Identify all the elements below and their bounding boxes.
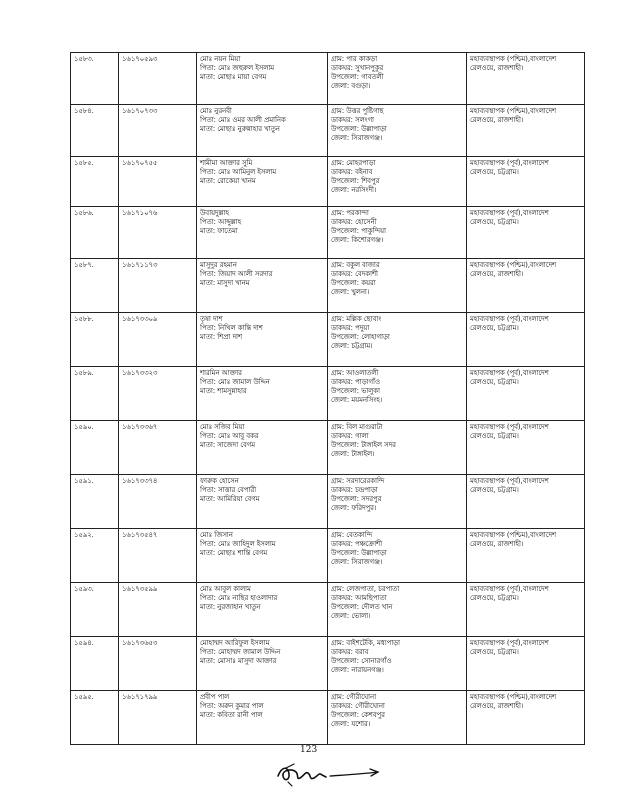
address-line: উপজেলা: উল্লাপাড়া — [331, 549, 387, 557]
address-line: গ্রাম: উত্তর পুষ্টিগাছ — [331, 107, 384, 115]
mother-name: মাতা: আমিরিয়া বেগম — [200, 495, 260, 503]
candidate-name: মোহাম্মদ আরিফুল ইসলাম — [200, 639, 270, 647]
address-line: জেলা: টাঙ্গাইল। — [331, 450, 375, 458]
posting-cell — [467, 157, 585, 207]
roll-cell: ১৬১৭৩৩৬৭ — [119, 421, 197, 475]
table-row — [71, 421, 585, 475]
address-line: ডাকঘর: পাড়াগাঁও — [331, 378, 380, 386]
name-cell — [197, 207, 328, 259]
candidate-name: মোঃ নয়ন মিয়া — [200, 55, 241, 63]
address-line: উপজেলা: লোহাগাড়া — [331, 333, 390, 341]
address-cell — [328, 367, 467, 421]
address-line: ডাকঘর: বরাব — [331, 648, 369, 656]
mother-name: মাতা: রোকেয়া খানম — [200, 177, 256, 185]
name-cell — [197, 157, 328, 207]
table-row — [71, 367, 585, 421]
name-cell — [197, 583, 328, 637]
posting-cell — [467, 259, 585, 313]
address-line: ডাকঘর: আমছিপাতা — [331, 594, 387, 602]
mother-name: মাতা: নুরজাহান খাতুন — [200, 603, 261, 611]
posting-cell — [467, 105, 585, 157]
address-cell — [328, 475, 467, 529]
name-cell — [197, 313, 328, 367]
address-line: গ্রাম: বিল মাগুরাটা — [331, 423, 383, 431]
address-line: উপজেলা: সোনারগাঁও — [331, 657, 392, 665]
candidate-name: প্রবীপ পাল — [200, 693, 230, 701]
name-cell — [197, 105, 328, 157]
posting-line: মহাব্যবস্থাপক (পশ্চিম),বাংলাদেশ — [470, 55, 557, 63]
candidate-name: উবায়দুল্লাহ — [200, 209, 229, 217]
father-name: পিতা: মোঃ নাছির হাওলাদার — [200, 594, 278, 602]
address-cell — [328, 207, 467, 259]
name-cell — [197, 691, 328, 745]
address-line: উপজেলা: সদরপুর — [331, 495, 382, 503]
address-line: গ্রাম: বকুল বাজার — [331, 261, 380, 269]
mother-name: মাতা: শামসুন্নাহার — [200, 387, 247, 395]
posting-cell — [467, 691, 585, 745]
posting-line: মহাব্যবস্থাপক (পশ্চিম),বাংলাদেশ — [470, 107, 557, 115]
name-cell — [197, 421, 328, 475]
name-cell — [197, 529, 328, 583]
table-row — [71, 53, 585, 105]
address-line: ডাকঘর: গৌরীঘোনা — [331, 702, 385, 710]
father-name: পিতা: মোঃ আবু বকর — [200, 432, 259, 440]
serial-cell: ১৫৯২. — [71, 529, 119, 583]
candidate-name: মোঃ নুরনবী — [200, 107, 232, 115]
mother-name: মাতা: মোছাঃ নুরুন্নাহার খাতুন — [200, 125, 280, 133]
roll-cell: ১৬১৭৩৩৭৪ — [119, 475, 197, 529]
address-line: উপজেলা: উল্লাপাড়া — [331, 125, 387, 133]
address-cell — [328, 105, 467, 157]
serial-cell: ১৫৯৫. — [71, 691, 119, 745]
candidate-name: মোঃ সজিব মিয়া — [200, 423, 245, 431]
address-line: জেলা: বগুড়া। — [331, 82, 371, 90]
father-name: পিতা: মোঃ জামাল উদ্দিন — [200, 378, 270, 386]
father-name: পিতা: অরুন কুমার পাল — [200, 702, 264, 710]
father-name: পিতা: সাত্তার বেপারী — [200, 486, 257, 494]
mother-name: মাতা: ফাতেমা — [200, 227, 238, 235]
table-row — [71, 259, 585, 313]
roll-cell: ১৬১৭০৫৯৩ — [119, 53, 197, 105]
serial-cell: ১৫৯৩. — [71, 583, 119, 637]
posting-cell — [467, 421, 585, 475]
mother-name: মাতা: মোছাঃ মায়া বেগম — [200, 73, 267, 81]
posting-cell — [467, 367, 585, 421]
posting-cell — [467, 637, 585, 691]
father-name: পিতা: মোঃ জাহিদুল ইসলাম — [200, 540, 276, 548]
address-line: উপজেলা: কেশবপুর — [331, 711, 385, 719]
posting-line: রেলওয়ে, চট্টগ্রাম। — [470, 378, 519, 386]
posting-line: রেলওয়ে, রাজশাহী। — [470, 116, 524, 124]
address-line: জেলা: নারায়নগঞ্জ। — [331, 666, 384, 674]
address-line: ডাকঘর: সলংগা — [331, 116, 375, 124]
posting-line: মহাব্যবস্থাপক (পশ্চিম),বাংলাদেশ — [470, 693, 557, 701]
roll-cell: ১৬১৭১০৭৬ — [119, 207, 197, 259]
table-row — [71, 105, 585, 157]
address-line: জেলা: চট্টগ্রাম। — [331, 342, 373, 350]
address-cell — [328, 313, 467, 367]
posting-line: রেলওয়ে, চট্টগ্রাম। — [470, 218, 519, 226]
table-row — [71, 529, 585, 583]
roll-cell: ১৬১৭৩৩০৯ — [119, 313, 197, 367]
posting-line: মহাব্যবস্থাপক (পূর্ব),বাংলাদেশ — [470, 315, 549, 323]
table-row — [71, 207, 585, 259]
address-line: গ্রাম: গৌরীঘোনা — [331, 693, 377, 701]
mother-name: মাতা: মাসুদা খানম — [200, 279, 250, 287]
address-line: ডাকঘর: বইনাব — [331, 168, 373, 176]
posting-cell — [467, 313, 585, 367]
signature — [274, 760, 384, 788]
address-line: উপজেলা: ভালুকা — [331, 387, 381, 395]
posting-line: মহাব্যবস্থাপক (পূর্ব),বাংলাদেশ — [470, 423, 549, 431]
candidate-table — [70, 52, 585, 745]
address-line: গ্রাম: মোহরপাড়া — [331, 159, 376, 167]
father-name: পিতা: জিয়াদ আলী সরদার — [200, 270, 273, 278]
address-line: জেলা: নরসিংদী। — [331, 186, 377, 194]
posting-line: রেলওয়ে, চট্টগ্রাম। — [470, 486, 519, 494]
mother-name: মাতা: শিপ্রা দাশ — [200, 333, 243, 341]
father-name: পিতা: মোঃ জহুরুল ইসলাম — [200, 64, 275, 72]
posting-cell — [467, 529, 585, 583]
name-cell — [197, 367, 328, 421]
posting-line: রেলওয়ে, চট্টগ্রাম। — [470, 432, 519, 440]
posting-line: মহাব্যবস্থাপক (পূর্ব),বাংলাদেশ — [470, 369, 549, 377]
address-line: জেলা: ভোলা। — [331, 612, 371, 620]
father-name: পিতা: মোঃ আমিনুল ইসলাম — [200, 168, 277, 176]
mother-name: মাতা: মোছাঃ শান্তি বেগম — [200, 549, 268, 557]
table-row — [71, 691, 585, 745]
address-line: জেলা: খুলনা। — [331, 288, 370, 296]
address-line: গ্রাম: লেজপাতা, চরপাতা — [331, 585, 400, 593]
address-line: জেলা: সিরাজগঞ্জ। — [331, 558, 383, 566]
posting-cell — [467, 207, 585, 259]
posting-line: মহাব্যবস্থাপক (পূর্ব),বাংলাদেশ — [470, 585, 549, 593]
roll-cell: ১৬১৭৩৩২৩ — [119, 367, 197, 421]
address-cell — [328, 157, 467, 207]
address-line: জেলা: কিশোরগঞ্জ। — [331, 236, 384, 244]
name-cell — [197, 259, 328, 313]
father-name: পিতা: নিখিল কান্তি দাশ — [200, 324, 263, 332]
address-line: ডাকঘর: পঞ্চক্রোশী — [331, 540, 383, 548]
serial-cell: ১৫৮৮. — [71, 313, 119, 367]
table-row — [71, 475, 585, 529]
roll-cell: ১৬১৭১৭৯৯ — [119, 691, 197, 745]
roll-cell: ১৬১৭০৭৩৩ — [119, 105, 197, 157]
address-line: গ্রাম: সরদারেরকান্দি — [331, 477, 385, 485]
candidate-table-body — [71, 53, 585, 745]
serial-cell: ১৫৯১. — [71, 475, 119, 529]
table-row — [71, 637, 585, 691]
table-row — [71, 583, 585, 637]
address-line: গ্রাম: পরকান্দা — [331, 209, 369, 217]
address-line: ডাকঘর: চন্দ্রপাড়া — [331, 486, 378, 494]
posting-line: মহাব্যবস্থাপক (পূর্ব),বাংলাদেশ — [470, 159, 549, 167]
posting-line: রেলওয়ে, চট্টগ্রাম। — [470, 324, 519, 332]
address-line: গ্রাম: পার কাকড়া — [331, 55, 378, 63]
serial-cell: ১৫৯৪. — [71, 637, 119, 691]
table-row — [71, 157, 585, 207]
candidate-name: মোঃ জিসান — [200, 531, 233, 539]
father-name: পিতা: মোঃ ওমর আলী প্রমানিক — [200, 116, 286, 124]
mother-name: মাতা: সাজেদা বেগম — [200, 441, 256, 449]
posting-line: রেলওয়ে, রাজশাহী। — [470, 64, 524, 72]
posting-cell — [467, 53, 585, 105]
posting-line: রেলওয়ে, চট্টগ্রাম। — [470, 168, 519, 176]
address-line: গ্রাম: বাইশটেকি, মধ্যপাড়া — [331, 639, 401, 647]
address-line: গ্রাম: মল্লিক ছোবাং — [331, 315, 382, 323]
address-line: গ্রাম: বেতকান্দি — [331, 531, 373, 539]
posting-cell — [467, 475, 585, 529]
serial-cell: ১৫৯০. — [71, 421, 119, 475]
address-line: উপজেলা: গাবতলী — [331, 73, 384, 81]
roll-cell: ১৬১৭৩৫৪৭ — [119, 529, 197, 583]
name-cell — [197, 53, 328, 105]
posting-line: মহাব্যবস্থাপক (পশ্চিম),বাংলাদেশ — [470, 261, 557, 269]
serial-cell: ১৫৮৭. — [71, 259, 119, 313]
address-line: উপজেলা: টাঙ্গাইল সদর — [331, 441, 396, 449]
posting-line: রেলওয়ে, রাজশাহী। — [470, 540, 524, 548]
serial-cell: ১৫৮৫. — [71, 157, 119, 207]
name-cell — [197, 637, 328, 691]
serial-cell: ১৫৮৩. — [71, 53, 119, 105]
posting-line: রেলওয়ে, রাজশাহী। — [470, 702, 524, 710]
address-line: গ্রাম: আওলাতলী — [331, 369, 379, 377]
page-number: 123 — [300, 745, 318, 755]
address-cell — [328, 259, 467, 313]
father-name: পিতা: আব্দুল্লাহ — [200, 218, 242, 226]
candidate-name: শারমিন আক্তার — [200, 369, 242, 377]
serial-cell: ১৫৮৬. — [71, 207, 119, 259]
candidate-name: শামীমা আক্তার সুমি — [200, 159, 253, 167]
posting-line: মহাব্যবস্থাপক (পশ্চিম),বাংলাদেশ — [470, 531, 557, 539]
posting-line: রেলওয়ে, রাজশাহী। — [470, 270, 524, 278]
candidate-name: তৃষা দাশ — [200, 315, 223, 323]
address-line: জেলা: ফরিদপুর। — [331, 504, 377, 512]
address-cell — [328, 529, 467, 583]
roll-cell: ১৬১৭০৭৫৫ — [119, 157, 197, 207]
address-line: জেলা: ময়মনসিংহ। — [331, 396, 383, 404]
posting-line: রেলওয়ে, চট্টগ্রাম। — [470, 594, 519, 602]
posting-line: মহাব্যবস্থাপক (পূর্ব),বাংলাদেশ — [470, 477, 549, 485]
posting-cell — [467, 583, 585, 637]
address-cell — [328, 583, 467, 637]
address-line: উপজেলা: পাকুন্দিয়া — [331, 227, 386, 235]
address-line: জেলা: সিরাজগঞ্জ। — [331, 134, 383, 142]
roll-cell: ১৬১৭১১৭৩ — [119, 259, 197, 313]
table-row — [71, 313, 585, 367]
address-cell — [328, 421, 467, 475]
address-line: ডাকঘর: পদুয়া — [331, 324, 370, 332]
address-cell — [328, 691, 467, 745]
roll-cell: ১৬১৭৩৬৫৩ — [119, 637, 197, 691]
address-line: জেলা: যশোর। — [331, 720, 371, 728]
candidate-name: ফারুক হোসেন — [200, 477, 239, 485]
posting-line: মহাব্যবস্থাপক (পূর্ব),বাংলাদেশ — [470, 209, 549, 217]
posting-line: মহাব্যবস্থাপক (পূর্ব),বাংলাদেশ — [470, 639, 549, 647]
address-line: ডাকঘর: হোসেনী — [331, 218, 377, 226]
father-name: পিতা: মোহাম্মদ জামাল উদ্দিন — [200, 648, 281, 656]
address-line: উপজেলা: দৌলত খান — [331, 603, 393, 611]
serial-cell: ১৫৮৪. — [71, 105, 119, 157]
serial-cell: ১৫৮৯. — [71, 367, 119, 421]
roll-cell: ১৬১৭৩৫৯৯ — [119, 583, 197, 637]
mother-name: মাতা: মোসাঃ মাসুদা আক্তার — [200, 657, 277, 665]
candidate-name: মোঃ আবুল কালাম — [200, 585, 251, 593]
address-line: ডাকঘর: গালা — [331, 432, 369, 440]
address-line: ডাকঘর: সুখানপুকুর — [331, 64, 384, 72]
mother-name: মাতা: কবিতা রানী পাল — [200, 711, 263, 719]
address-cell — [328, 637, 467, 691]
address-line: উপজেলা: কয়রা — [331, 279, 376, 287]
address-line: ডাকঘর: বেদকাশী — [331, 270, 378, 278]
candidate-name: মাসুদুর রহমান — [200, 261, 237, 269]
name-cell — [197, 475, 328, 529]
posting-line: রেলওয়ে, চট্টগ্রাম। — [470, 648, 519, 656]
address-line: উপজেলা: শিবপুর — [331, 177, 380, 185]
address-cell — [328, 53, 467, 105]
